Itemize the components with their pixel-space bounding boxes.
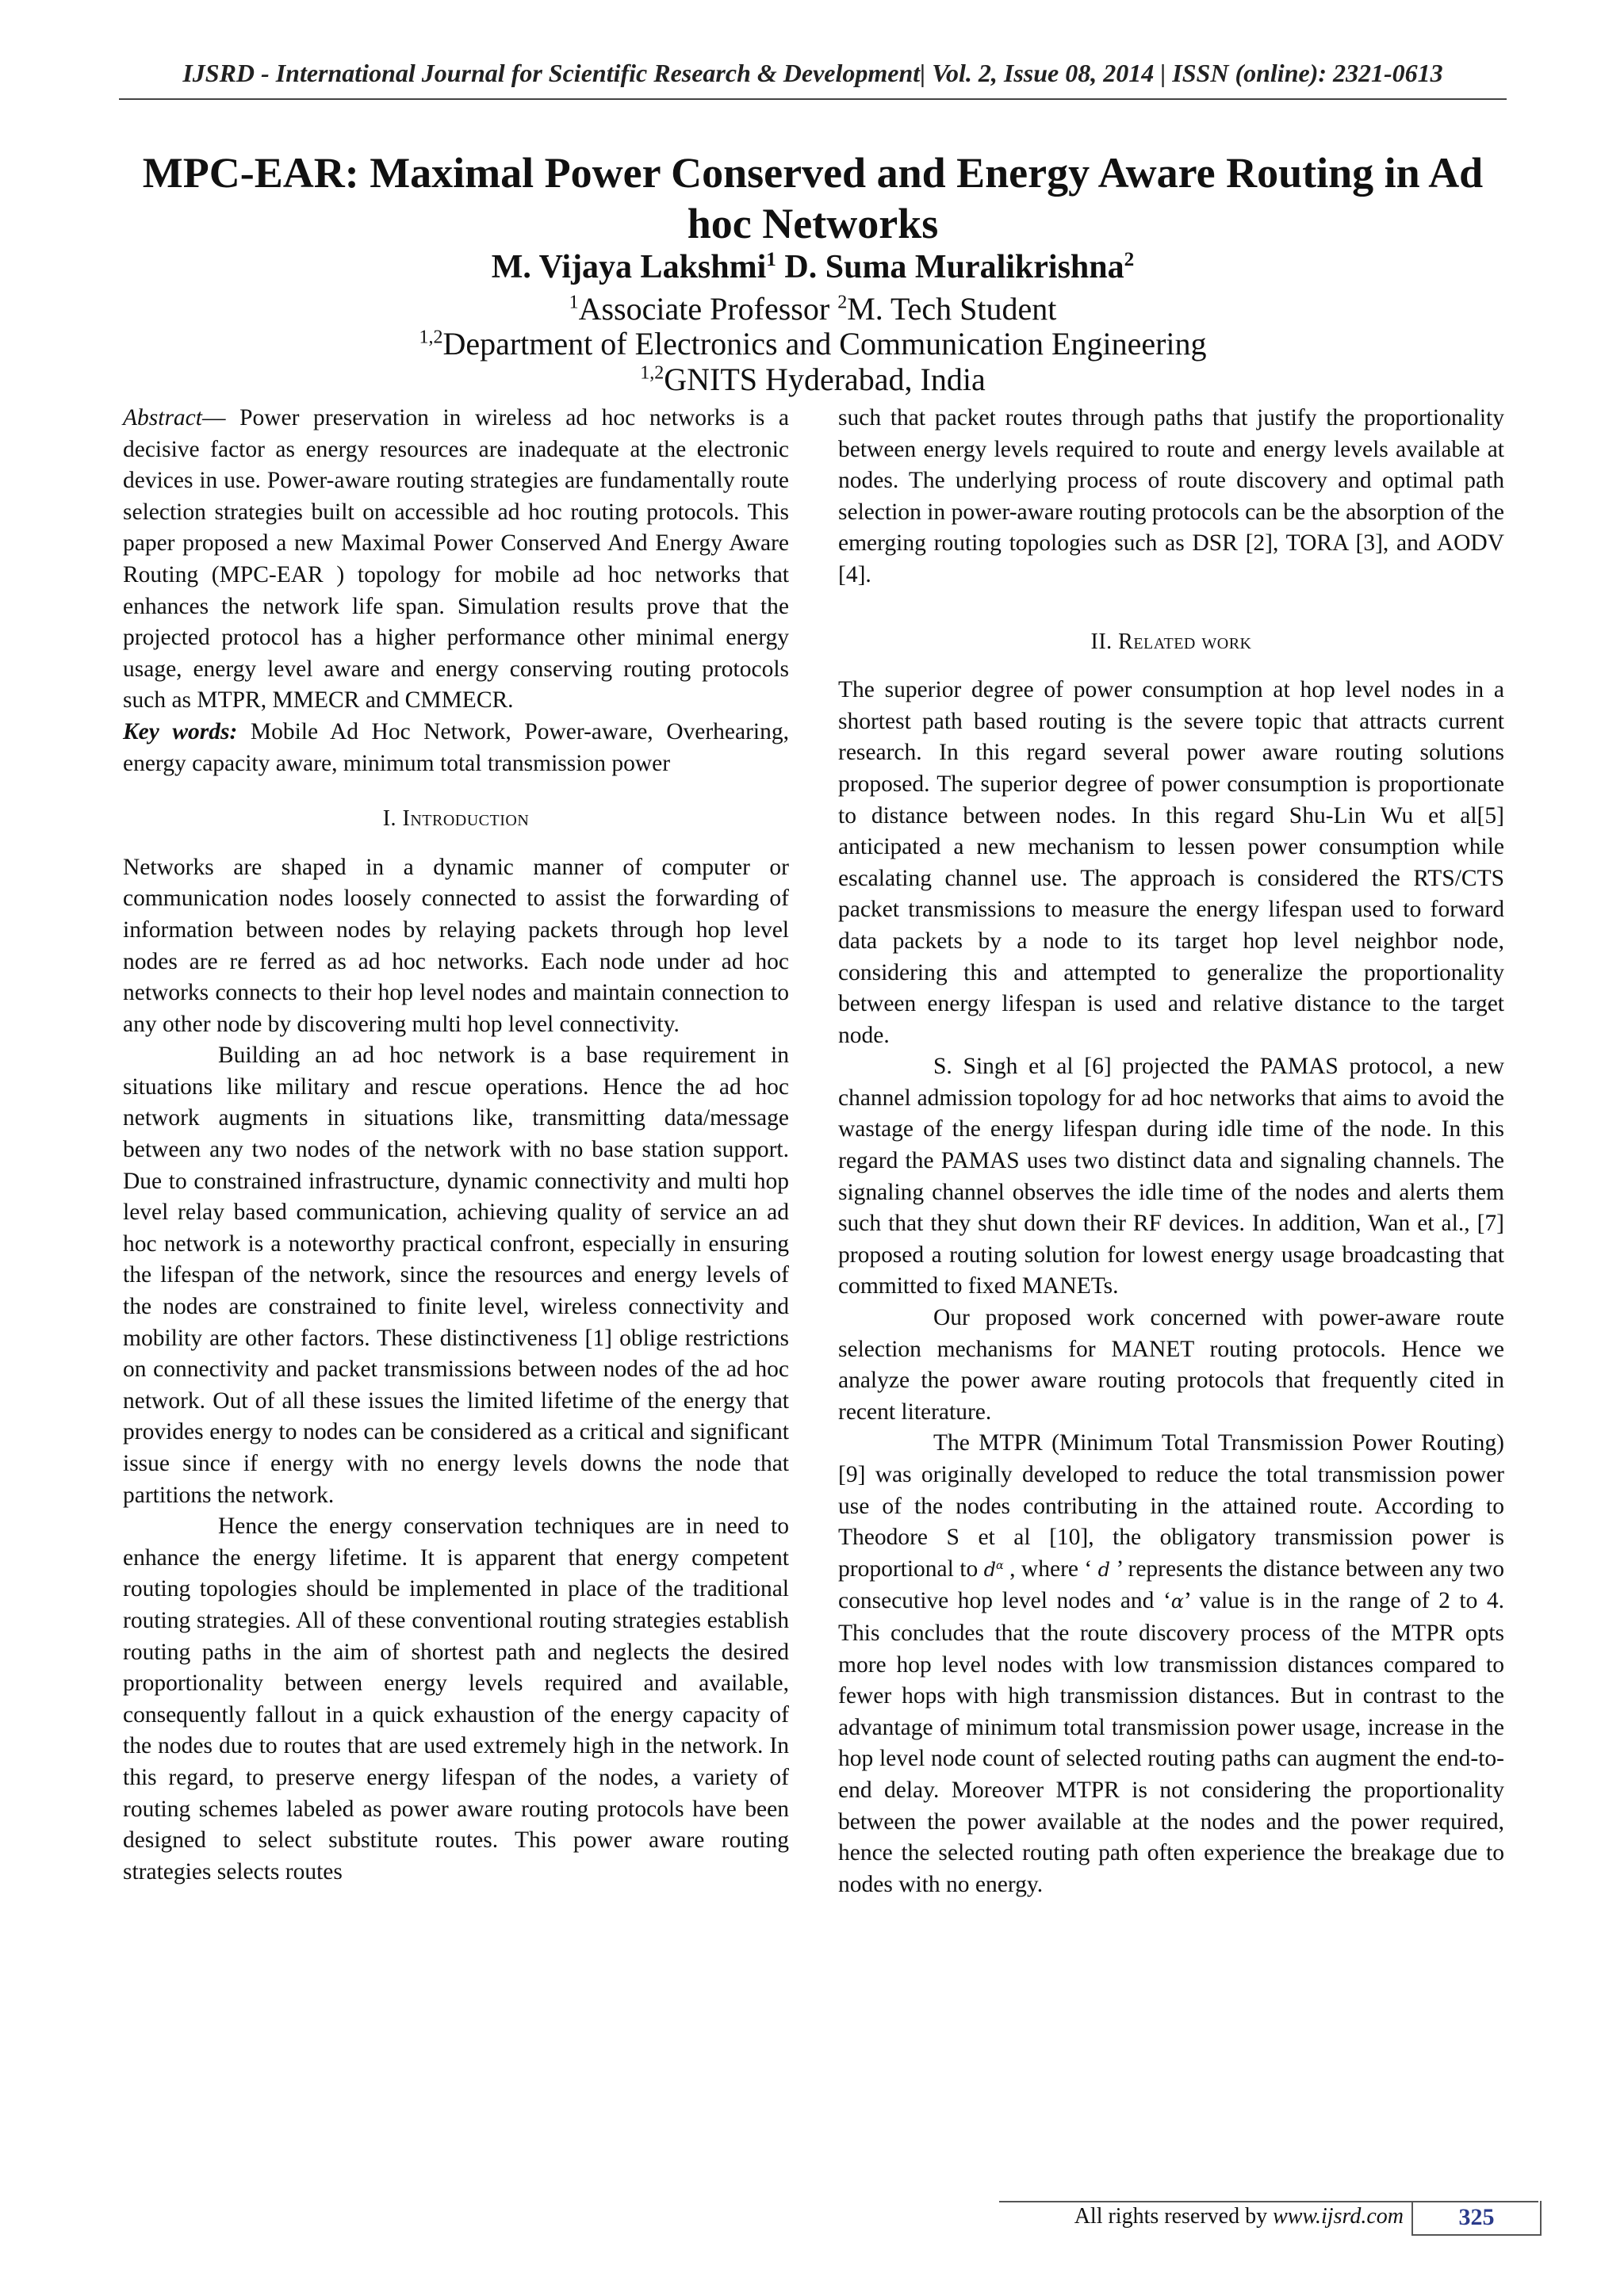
section-heading-introduction: I. Introduction [382,806,530,832]
title-line-2: hoc Networks [687,200,939,247]
related-paragraph-2: S. Singh et al [6] projected the PAMAS protocol, a new channel admission topology for ad hoc networks that aims to avoid the wastage of the energy lifespan during idle time of the node. In this regard the PAMAS uses two distinct data and signaling channels. The signaling channel observes the idle time of the nodes and alerts them such that they shut down their RF devices. In addition, Wan et al., [7] proposed a routing solution for lowest energy usage broadcasting that committed to fixed MANETs. [838,1054,1504,1299]
header-rule [119,98,1507,100]
page-number: 325 [1411,2201,1542,2236]
affiliation-roles: $^1$Associate Professor $^2$M. Tech Student [569,291,1057,327]
abstract [123,403,789,717]
keywords-label: Key words: [123,718,238,744]
journal-header: IJSRD - International Journal for Scientific Research & Development| Vol. 2, Issue 08, 2014 | ISSN (online): 2321-0613 [182,59,1443,87]
abstract-label: Abstract [123,405,202,430]
math-alpha: α [1170,1590,1185,1613]
paper-title [119,147,1507,249]
footer-site-link[interactable]: www.ijsrd.com [1273,2204,1404,2229]
author-2: D. Suma Muralikrishna [784,249,1124,285]
author-2-sup: 2 [1124,249,1135,270]
math-d-alpha: $d^\alpha$ [983,1558,1004,1581]
abstract-text: — Power preservation in wireless ad hoc networks is a decisive factor as energy resources are inadequate at the electronic devices in use. Power-aware routing strategies are fundamentally route selection strategies built on accessible ad hoc routing protocols. This paper proposed a new Maximal Power Conserved And Energy Aware Routing (MPC-EAR ) topology for mobile ad hoc networks that enhances the network life span. Simulation results prove that the projected protocol has a higher performance other minimal energy usage, energy level aware and energy conserving routing protocols such as MTPR, MMECR and CMMECR. [123,405,789,714]
related-paragraph-3: Our proposed work concerned with power-aware route selection mechanisms for MANET routing protocols. Hence we analyze the power aware routing protocols that frequently cited in recent literature. [838,1305,1504,1425]
title-line-1: MPC-EAR: Maximal Power Conserved and Energy Aware Routing in Ad [142,149,1484,197]
author-1-sup: 1 [766,249,776,270]
left-column [123,403,789,1888]
affiliation-institute: $^{1,2}$GNITS Hyderabad, India [640,362,986,397]
authors [119,247,1507,287]
section-heading-related-work: II. Related work [1090,629,1252,654]
intro-paragraph-3: Hence the energy conservation techniques are in need to enhance the energy lifetime. It is apparent that energy competent routing topologies should be implemented in place of the traditional routing strategies. All of these conventional routing strategies establish routing paths in the aim of shortest path and neglects the desired proportionality between energy levels required and available, consequently fallout in a quick exhaustion of the energy capacity of the nodes due to routes that are used extremely high in the network. In this regard, to preserve energy lifespan of the nodes, a variety of routing schemes labeled as power aware routing protocols have been designed to select substitute routes. This power aware routing strategies selects routes [123,1513,789,1885]
footer-rights: All rights reserved by www.ijsrd.com [1074,2204,1404,2229]
right-paragraph-1: such that packet routes through paths that justify the proportionality between energy levels required to route and energy levels available at nodes. The underlying process of route discovery and optimal path selection in power-aware routing protocols can be the absorption of the emerging routing topologies such as DSR [2], TORA [3], and AODV [4]. [838,405,1504,587]
intro-paragraph-2: Building an ad hoc network is a base requirement in situations like military and rescue operations. Hence the ad hoc network augments in situations like, transmitting data/message between any two nodes of the network with no base station support. Due to constrained infrastructure, dynamic connectivity and multi hop level relay based communication, achieving quality of service an ad hoc network is a noteworthy practical confront, especially in ensuring the lifespan of the network, since the resources and energy levels of the nodes are constrained to finite level, wireless connectivity and mobility are other factors. These distinctiveness [1] oblige restrictions on connectivity and packet transmissions between nodes of the ad hoc network. Out of all these issues the limited lifetime of the energy that provides energy to nodes can be considered as a critical and significant issue since if energy with no energy levels downs the node that partitions the network. [123,1043,789,1508]
affiliation-department: $^{1,2}$Department of Electronics and Communication Engineering [419,326,1207,362]
author-1: M. Vijaya Lakshmi [491,249,767,285]
intro-paragraph-1: Networks are shaped in a dynamic manner of computer or communication nodes loosely connected to assist the forwarding of information between nodes by relaying packets through hop level nodes are re ferred as ad hoc networks. Each node under ad hoc networks connects to their hop level nodes and maintain connection to any other node by discovering multi hop level connectivity. [123,854,789,1037]
keywords [123,717,789,779]
related-paragraph-4: The MTPR (Minimum Total Transmission Power Routing) [9] was originally developed to reduce the total transmission power use of the nodes contributing in the attained route. According to Theodore S et al [10], the obligatory transmission power is proportional to $d^\alpha$ , where ‘ d ’ represents the distance between any two consecutive hop level nodes and ‘α’ value is in the range of 2 to 4. This concludes that the route discovery process of the MTPR opts more hop level nodes with low transmission distances compared to fewer hops with high transmission distances. But in contrast to the advantage of minimum total transmission power usage, increase in the hop level node count of selected routing paths can augment the end-to-end delay. Moreover MTPR is not considering the proportionality between the power available at the nodes and the power required, hence the selected routing path often experience the breakage due to nodes with no energy. [838,1430,1504,1897]
right-column [838,403,1504,1900]
keywords-text: Mobile Ad Hoc Network, Power-aware, Overhearing, energy capacity aware, minimum total transmission power [123,718,789,776]
related-paragraph-1: The superior degree of power consumption at hop level nodes in a shortest path based routing is the severe topic that attracts current research. In this regard several power aware routing solutions proposed. The superior degree of power consumption is proportionate to distance between nodes. In this regard Shu-Lin Wu et al[5] anticipated a new mechanism to lessen power consumption while escalating channel use. The approach is considered the RTS/CTS packet transmissions to measure the energy lifespan used to forward data packets by a node to its target hop level neighbor node, considering this and attempted to generalize the proportionality between energy lifespan is used and relative distance to the target node. [838,677,1504,1048]
math-d: d [1097,1558,1111,1581]
